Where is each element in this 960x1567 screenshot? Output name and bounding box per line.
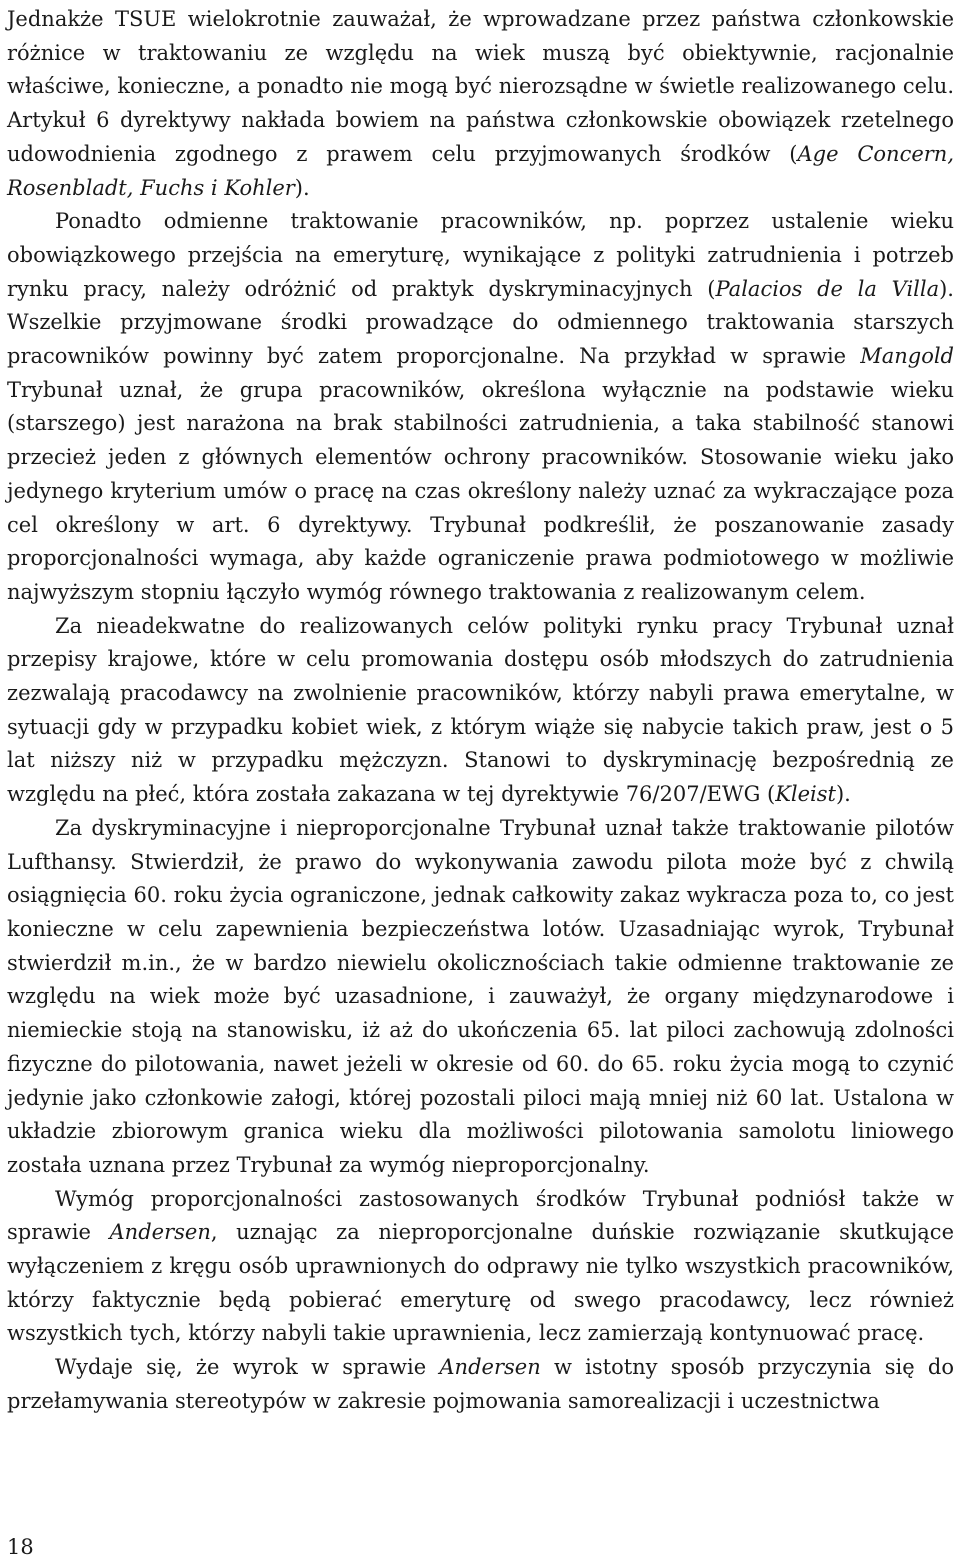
case-name: Palacios de la Villa	[715, 276, 940, 301]
text-segment: Za nieadekwatne do realizowanych celów polityki rynku pracy Trybunał uznał przepisy krajowe, które w celu promowania dostępu osób młodszych do zatrudnienia zezwalają pracodawcy na zwolnienie pracowników, którzy nabyli prawa emerytalne, w sytuacji gdy w przypadku kobiet wiek, z którym wiąże się nabycie takich praw, jest o 5 lat niższy niż w przypadku mężczyzn. Stanowi to dyskryminację bezpośrednią ze względu na płeć, która została zakazana w tej dyrektywie 76/207/EWG (	[7, 613, 954, 807]
case-name: Kleist	[775, 782, 836, 807]
text-segment: Za dyskryminacyjne i nieproporcjonalne Trybunał uznał także traktowanie pilotów Lufthansy. Stwierdził, że prawo do wykonywania zawodu pilota może być z chwilą osiągnięcia 60. roku życia ograniczone, jednak całkowity zakaz wykracza poza to, co jest konieczne w celu zapewnienia bezpieczeństwa lotów. Uzasadniając wyrok, Trybunał stwierdził m.in., że w bardzo niewielu okolicznościach takie odmienne traktowanie ze względu na wiek może być uzasadnione, i zauważył, że organy międzynarodowe i niemieckie stoją na stanowisku, iż aż do ukończenia 65. lat piloci zachowują zdolności fizyczne do pilotowania, nawet jeżeli w okresie od 60. do 65. roku życia mogą to czynić jedynie jako członkowie załogi, której pozostali piloci mają mniej niż 60 lat. Ustalona w układzie zbiorowym granica wieku dla możliwości pilotowania samolotu liniowego została uznana przez Trybunał za wymóg nieproporcjonalny.	[7, 815, 954, 1177]
text-segment: ).	[835, 782, 851, 807]
text-segment: Ponadto odmienne traktowanie pracowników, np. poprzez ustalenie wieku obowiązkowego przejścia na emeryturę, wynikające z polityki zatrudnienia i potrzeb rynku pracy, należy odróżnić od praktyk dyskryminacyjnych (	[7, 209, 954, 301]
text-segment: w istotny sposób przyczynia się do przełamywania stereotypów w zakresie pojmowania samorealizacji i uczestnictwa	[7, 1355, 954, 1413]
text-segment: , uznając za nieproporcjonalne duńskie rozwiązanie skutkujące wyłączeniem z kręgu osób uprawnionych do odprawy nie tylko wszystkich pracowników, którzy faktycznie będą pobierać emeryturę od swego pracodawcy, lecz również wszystkich tych, którzy nabyli takie uprawnienia, lecz zamierzają kontynuować pracę.	[7, 1220, 955, 1346]
text-segment: Wymóg proporcjonalności zastosowanych środków Trybunał podniósł także w sprawie	[7, 1186, 954, 1245]
paragraph-1	[7, 3, 954, 205]
paragraph-3	[7, 610, 954, 812]
case-name: Andersen	[109, 1220, 211, 1245]
text-segment: ). Wszelkie przyjmowane środki prowadzące do odmiennego traktowania starszych pracowników powinny być zatem proporcjonalne. Na przykład w sprawie	[7, 276, 954, 369]
page-number: 18	[7, 1535, 34, 1559]
text-segment: Wydaje się, że wyrok w sprawie	[55, 1355, 440, 1380]
text-segment: ).	[294, 175, 310, 200]
text-segment: Trybunał uznał, że grupa pracowników, określona wyłącznie na podstawie wieku (starszego) jest narażona na brak stabilności zatrudnienia, a taka stabilność stanowi przecież jeden z głównych elementów ochrony pracowników. Stosowanie wieku jako jedynego kryterium umów o pracę na czas określony należy uznać za wykraczające poza cel określony w art. 6 dyrektywy. Trybunał podkreślił, że poszanowanie zasady proporcjonalności wymaga, aby każde ograniczenie prawa podmiotowego w możliwie najwyższym stopniu łączyło wymóg równego traktowania z realizowanym celem.	[7, 377, 954, 604]
paragraph-2	[7, 205, 954, 609]
case-name: Mangold	[860, 344, 954, 369]
case-name: Andersen	[439, 1355, 541, 1380]
text-segment: Jednakże TSUE wielokrotnie zauważał, że wprowadzane przez państwa członkowskie różnice w traktowaniu ze względu na wiek muszą być obiektywnie, racjonalnie właściwe, konieczne, a ponadto nie mogą być nierozsądne w świetle realizowanego celu. Artykuł 6 dyrektywy nakłada bowiem na państwa członkowskie obowiązek rzetelnego udowodnienia zgodnego z prawem celu przyjmowanych środków (	[7, 7, 954, 166]
document-body	[7, 3, 954, 1419]
paragraph-6	[7, 1351, 954, 1418]
case-name: Age Concern, Rosenbladt, Fuchs i Kohler	[7, 141, 955, 200]
paragraph-5	[7, 1183, 954, 1352]
paragraph-4	[7, 812, 954, 1183]
